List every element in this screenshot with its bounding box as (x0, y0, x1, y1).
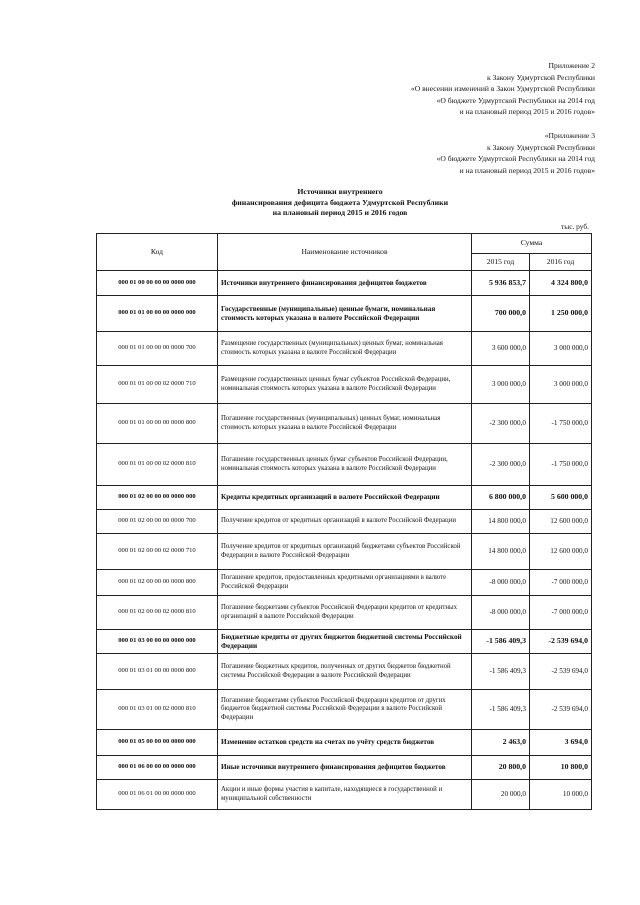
row-sum-2016: 5 600 000,0 (530, 486, 592, 510)
header-name: Наименование источников (218, 234, 472, 271)
row-name: Погашение бюджетами субъектов Российской Федерации кредитов от других бюджетов бюджетной системы Российской Федерации в валюте Российской Федерации (218, 690, 472, 730)
row-sum-2015: 3 000 000,0 (472, 366, 530, 404)
row-code: 000 01 01 00 00 02 0000 710 (97, 366, 218, 404)
appendix-3-line: «О бюджете Удмуртской Республики на 2014 год (436, 154, 595, 164)
table-row (97, 596, 592, 630)
row-sum-2015: 2 463,0 (472, 730, 530, 756)
row-sum-2015: -8 000 000,0 (472, 596, 530, 630)
table-row (97, 366, 592, 404)
row-code: 000 01 00 00 00 00 0000 000 (97, 271, 218, 296)
row-name: Кредиты кредитных организаций в валюте Российской Федерации (218, 486, 472, 510)
document-title (120, 187, 560, 219)
row-name: Акции и иные формы участия в капитале, находящиеся в государственной и муниципальной собственности (218, 780, 472, 810)
table-row (97, 444, 592, 486)
row-code: 000 01 02 00 00 00 0000 000 (97, 486, 218, 510)
table-row (97, 756, 592, 780)
row-sum-2016: -7 000 000,0 (530, 596, 592, 630)
header-year-2015: 2015 год (472, 254, 530, 271)
units-label: тыс. руб. (561, 222, 589, 231)
row-code: 000 01 02 00 00 02 0000 710 (97, 534, 218, 570)
row-sum-2015: -2 300 000,0 (472, 444, 530, 486)
row-name: Изменение остатков средств на счетах по учёту средств бюджетов (218, 730, 472, 756)
row-sum-2015: -1 586 409,3 (472, 630, 530, 654)
row-code: 000 01 02 00 00 00 0000 800 (97, 570, 218, 596)
row-sum-2016: -2 539 694,0 (530, 690, 592, 730)
row-sum-2016: 3 000 000,0 (530, 366, 592, 404)
row-sum-2016: 10 000,0 (530, 780, 592, 810)
row-sum-2015: -1 586 409,3 (472, 654, 530, 690)
row-name: Бюджетные кредиты от других бюджетов бюджетной системы Российской Федерации (218, 630, 472, 654)
title-line: на плановый период 2015 и 2016 годов (272, 208, 408, 217)
appendix-2-header (411, 60, 595, 118)
table-row (97, 296, 592, 332)
table-row (97, 486, 592, 510)
row-sum-2016: 1 250 000,0 (530, 296, 592, 332)
table-row (97, 630, 592, 654)
table-body (97, 271, 592, 810)
row-code: 000 01 06 00 00 00 0000 000 (97, 756, 218, 780)
row-name: Погашение государственных ценных бумаг субъектов Российской Федерации, номинальная стоимость которых указана в валюте Российской Федерации (218, 444, 472, 486)
appendix-2-line: и на плановый период 2015 и 2016 годов» (459, 107, 595, 117)
row-sum-2015: 3 600 000,0 (472, 332, 530, 366)
sources-table (96, 233, 592, 810)
row-sum-2016: -2 539 694,0 (530, 630, 592, 654)
row-code: 000 01 03 00 00 00 0000 000 (97, 630, 218, 654)
appendix-3-line: и на плановый период 2015 и 2016 годов» (459, 165, 595, 175)
table-row (97, 730, 592, 756)
row-name: Размещение государственных (муниципальных) ценных бумаг, номинальная стоимость которых указана в валюте Российской Федерации (218, 332, 472, 366)
row-name: Погашение государственных (муниципальных) ценных бумаг, номинальная стоимость которых указана в валюте Российской Федерации (218, 404, 472, 444)
row-sum-2016: 12 600 000,0 (530, 534, 592, 570)
row-code: 000 01 03 01 00 02 0000 810 (97, 690, 218, 730)
row-sum-2015: 6 800 000,0 (472, 486, 530, 510)
row-sum-2015: 20 000,0 (472, 780, 530, 810)
row-sum-2016: 4 324 800,0 (530, 271, 592, 296)
row-sum-2016: -2 539 694,0 (530, 654, 592, 690)
table-row (97, 404, 592, 444)
row-sum-2016: 10 800,0 (530, 756, 592, 780)
row-code: 000 01 06 01 00 00 0000 000 (97, 780, 218, 810)
table-row (97, 690, 592, 730)
row-code: 000 01 01 00 00 00 0000 800 (97, 404, 218, 444)
table-row (97, 570, 592, 596)
appendix-3-header (437, 130, 595, 176)
table-row (97, 271, 592, 296)
table-row (97, 510, 592, 534)
row-sum-2015: -1 586 409,3 (472, 690, 530, 730)
row-name: Погашение бюджетами субъектов Российской Федерации кредитов от кредитных организаций в валюте Российской Федерации (218, 596, 472, 630)
row-sum-2015: -2 300 000,0 (472, 404, 530, 444)
row-code: 000 01 02 00 00 00 0000 700 (97, 510, 218, 534)
row-code: 000 01 02 00 00 02 0000 810 (97, 596, 218, 630)
row-code: 000 01 05 00 00 00 0000 000 (97, 730, 218, 756)
appendix-3-line: к Закону Удмуртской Республики (486, 142, 595, 152)
header-sum: Сумма (472, 234, 592, 254)
header-year-2016: 2016 год (530, 254, 592, 271)
row-sum-2016: 3 694,0 (530, 730, 592, 756)
row-name: Погашение бюджетных кредитов, полученных от других бюджетов бюджетной системы Российской Федерации в валюте Российской Федерации (218, 654, 472, 690)
appendix-2-line: к Закону Удмуртской Республики (486, 72, 595, 82)
row-sum-2015: -8 000 000,0 (472, 570, 530, 596)
appendix-2-line: Приложение 2 (548, 61, 595, 70)
row-sum-2015: 14 800 000,0 (472, 510, 530, 534)
row-code: 000 01 01 00 00 00 0000 000 (97, 296, 218, 332)
row-sum-2016: -1 750 000,0 (530, 444, 592, 486)
row-code: 000 01 01 00 00 00 0000 700 (97, 332, 218, 366)
row-name: Получение кредитов от кредитных организаций бюджетами субъектов Российской Федерации в валюте Российской Федерации (218, 534, 472, 570)
row-code: 000 01 03 01 00 00 0000 800 (97, 654, 218, 690)
row-name: Размещение государственных ценных бумаг субъектов Российской Федерации, номинальная стоимость которых указана в валюте Российской Федерации (218, 366, 472, 404)
row-sum-2015: 14 800 000,0 (472, 534, 530, 570)
table-row (97, 332, 592, 366)
title-line: финансирования дефицита бюджета Удмуртской Республики (231, 197, 449, 207)
row-sum-2015: 20 800,0 (472, 756, 530, 780)
row-name: Государственные (муниципальные) ценные бумаги, номинальная стоимость которых указана в валюте Российской Федерации (218, 296, 472, 332)
row-sum-2016: 12 600 000,0 (530, 510, 592, 534)
appendix-3-line: «Приложение 3 (544, 131, 595, 140)
table-row (97, 780, 592, 810)
appendix-2-line: «О бюджете Удмуртской Республики на 2014 год (436, 95, 595, 105)
row-sum-2015: 5 936 853,7 (472, 271, 530, 296)
appendix-2-line: «О внесении изменений в Закон Удмуртской Республики (410, 84, 595, 94)
row-name: Источники внутреннего финансирования дефицитов бюджетов (218, 271, 472, 296)
row-name: Получение кредитов от кредитных организаций в валюте Российской Федерации (218, 510, 472, 534)
row-name: Иные источники внутреннего финансирования дефицитов бюджетов (218, 756, 472, 780)
row-sum-2016: 3 000 000,0 (530, 332, 592, 366)
title-line: Источники внутреннего (297, 187, 383, 196)
table-row (97, 534, 592, 570)
header-code: Код (97, 234, 218, 271)
row-name: Погашение кредитов, предоставленных кредитными организациями в валюте Российской Федерации (218, 570, 472, 596)
row-sum-2016: -7 000 000,0 (530, 570, 592, 596)
row-code: 000 01 01 00 00 02 0000 810 (97, 444, 218, 486)
table-row (97, 654, 592, 690)
row-sum-2016: -1 750 000,0 (530, 404, 592, 444)
row-sum-2015: 700 000,0 (472, 296, 530, 332)
